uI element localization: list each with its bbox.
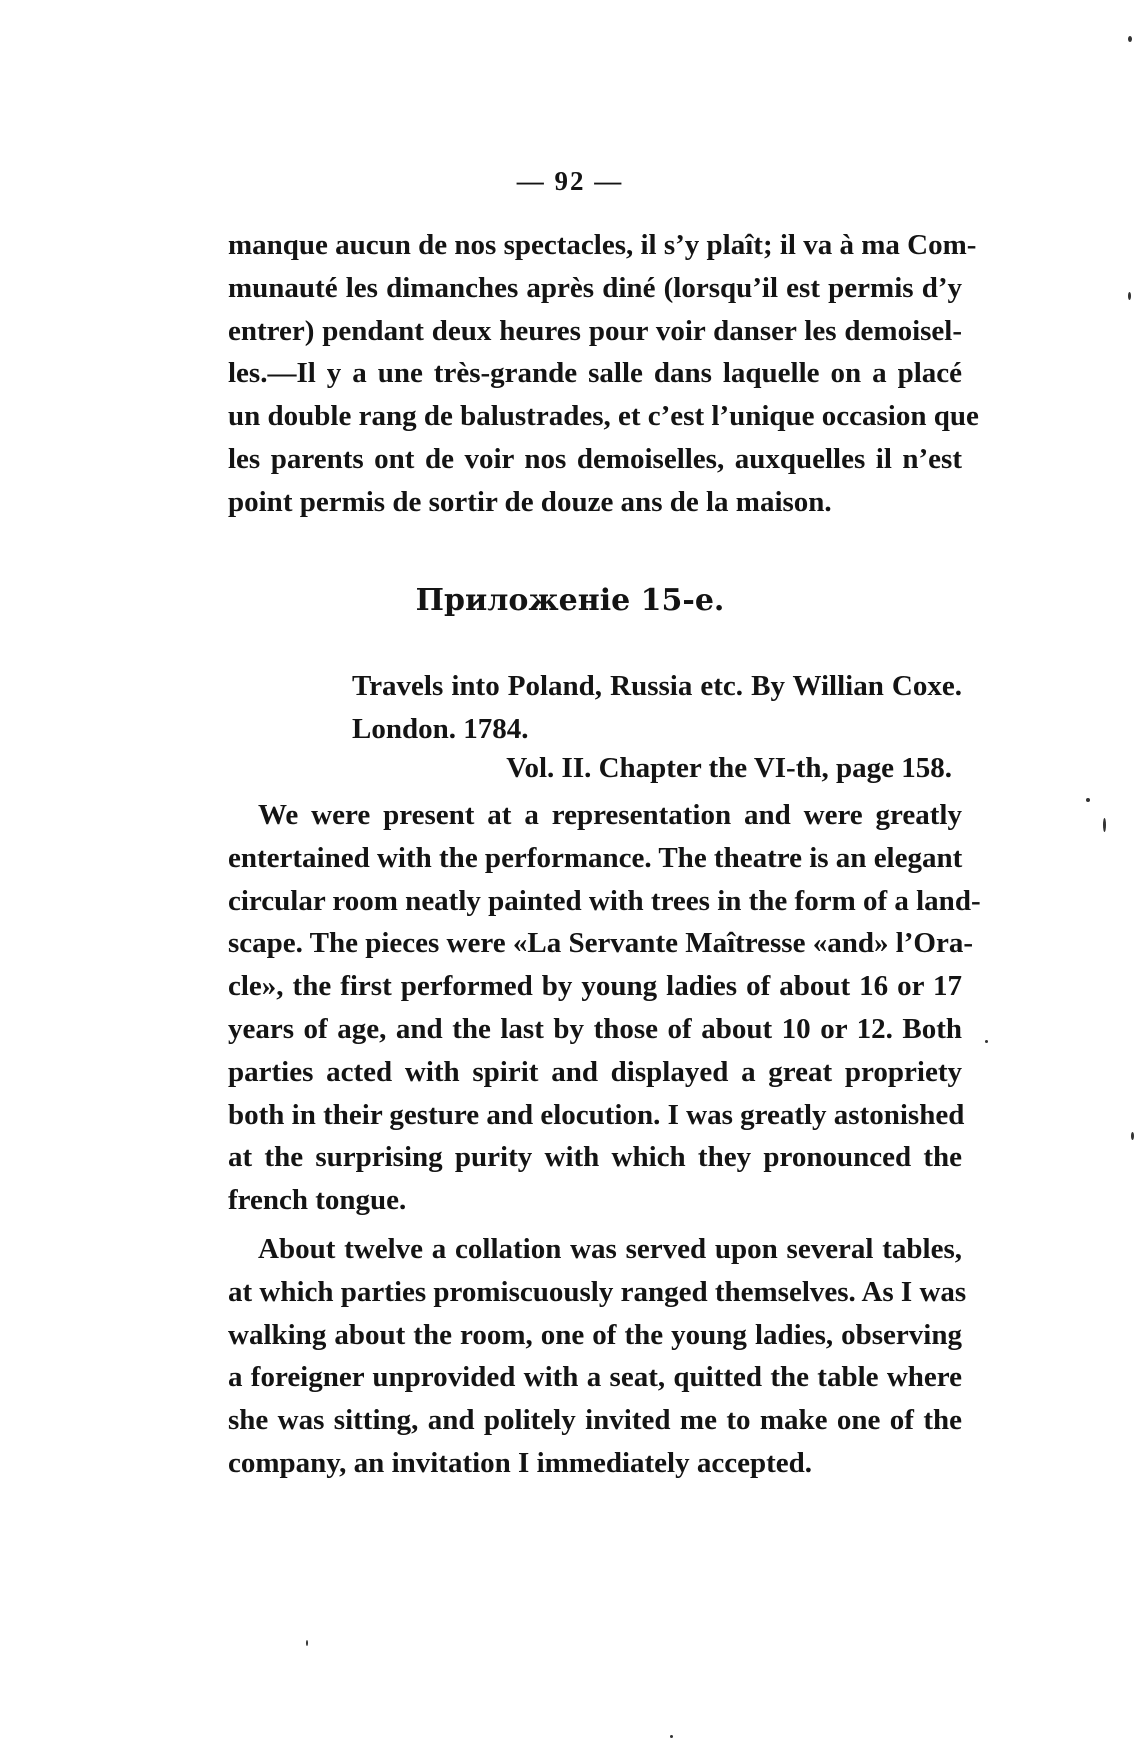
scan-speck xyxy=(1103,818,1106,832)
page-number: — 92 — xyxy=(516,166,624,196)
scan-speck xyxy=(1128,36,1132,42)
text-line: years of age, and the last by those of about 10 or 12. Both xyxy=(228,1012,962,1045)
text-line: scape. The pieces were «La Servante Maîtresse «and» l’Ora- xyxy=(228,927,974,960)
text-line: parties acted with spirit and displayed a great propriety xyxy=(228,1055,962,1088)
scan-speck xyxy=(670,1735,673,1738)
text-line: french tongue. xyxy=(228,1184,407,1217)
body-paragraph-1 xyxy=(228,794,981,1222)
scan-speck xyxy=(1086,798,1090,802)
text-line: at which parties promiscuously ranged themselves. As I was xyxy=(228,1275,967,1308)
text-line: point permis de sortir de douze ans de la maison. xyxy=(228,485,832,518)
text-line: entrer) pendant deux heures pour voir danser les demoisel- xyxy=(228,314,962,347)
scan-speck xyxy=(985,1040,988,1043)
intro-paragraph xyxy=(228,224,979,524)
text-line: she was sitting, and politely invited me to make one of the xyxy=(228,1404,962,1437)
citation-volume-line: Vol. II. Chapter the VI-th, page 158. xyxy=(506,752,952,784)
scan-speck xyxy=(306,1640,308,1646)
text-line: walking about the room, one of the young ladies, observing xyxy=(228,1318,962,1351)
text-line: at the surprising purity with which they pronounced the xyxy=(228,1141,962,1174)
text-line: company, an invitation I immediately accepted. xyxy=(228,1446,813,1479)
text-line: munauté les dimanches après diné (lorsqu’il est permis d’y xyxy=(228,271,962,304)
scan-speck xyxy=(1128,292,1131,300)
text-line: We were present at a representation and were greatly xyxy=(258,799,962,831)
text-line: les.—Il y a une très-grande salle dans laquelle on a placé xyxy=(228,357,962,390)
appendix-heading: Приложеніе 15-е. xyxy=(415,583,725,618)
text-line: cle», the first performed by young ladies of about 16 or 17 xyxy=(228,970,962,1003)
citation-title-line: Travels into Poland, Russia etc. By Willian Coxe. xyxy=(352,670,962,702)
scan-speck xyxy=(1131,1132,1134,1140)
text-line: a foreigner unprovided with a seat, quitted the table where xyxy=(228,1361,962,1394)
text-line: circular room neatly painted with trees in the form of a land- xyxy=(228,884,981,917)
text-line: both in their gesture and elocution. I was greatly astonished xyxy=(228,1098,965,1131)
text-line: les parents ont de voir nos demoiselles, auxquelles il n’est xyxy=(228,442,962,475)
citation-place-line: London. 1784. xyxy=(352,713,529,745)
text-line: entertained with the performance. The theatre is an elegant xyxy=(228,841,963,874)
text-line: About twelve a collation was served upon several tables, xyxy=(258,1233,962,1265)
body-paragraph-2 xyxy=(228,1228,967,1485)
text-line: un double rang de balustrades, et c’est l’unique occasion que xyxy=(228,400,979,433)
text-line: manque aucun de nos spectacles, il s’y plaît; il va à ma Com- xyxy=(228,229,977,261)
citation xyxy=(352,665,962,751)
